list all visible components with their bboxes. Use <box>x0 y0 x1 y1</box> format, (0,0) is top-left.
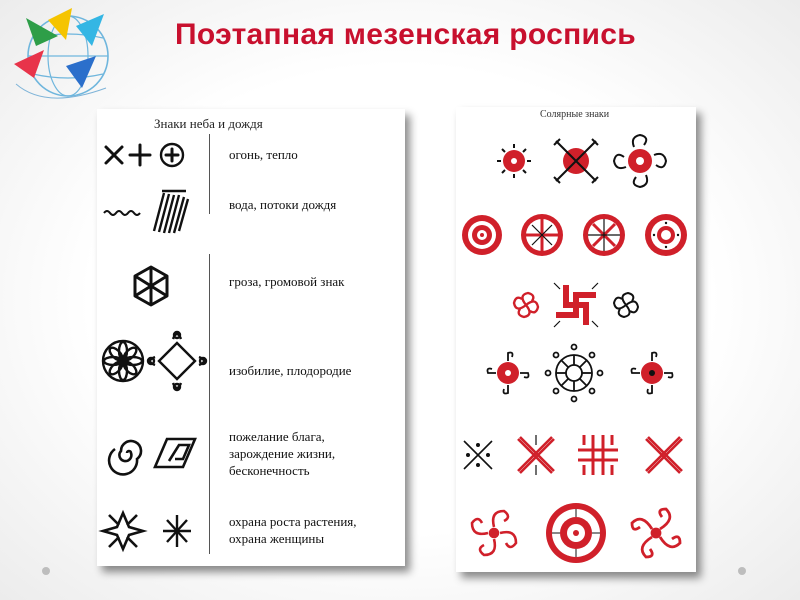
swirl-sun-icon <box>614 135 666 187</box>
dotted-x-icon <box>464 441 492 469</box>
row-label: вода, потоки дождя <box>229 197 337 212</box>
curl-sun-icon <box>632 353 673 394</box>
solar-signs-grid <box>456 119 696 569</box>
lattice-x-icon <box>518 435 554 475</box>
plant-protection-symbols <box>101 507 201 555</box>
row-label: изобилие, плодородие <box>229 363 352 378</box>
fire-warmth-symbols <box>102 141 194 169</box>
good-wish-symbols <box>107 431 205 475</box>
crossed-sun-icon <box>554 139 598 183</box>
cross-circle-icon <box>521 214 563 256</box>
globe-logo-icon <box>6 6 124 106</box>
page-title: Поэтапная мезенская роспись <box>175 18 636 51</box>
four-curl-icon <box>632 509 680 557</box>
slide-dot <box>738 567 746 575</box>
row-label: огонь, тепло <box>229 147 298 162</box>
lattice-cross-icon <box>578 435 618 475</box>
water-rain-symbols <box>102 187 194 237</box>
wheel-icon <box>546 345 603 402</box>
hexagon-thunder-sign-icon <box>131 264 171 308</box>
slide-dot <box>42 567 50 575</box>
row-label: охрана роста растения, охрана женщины <box>229 514 357 546</box>
sky-rain-signs-panel <box>97 109 405 566</box>
snowflake-circle-icon <box>583 214 625 256</box>
solar-signs-panel <box>456 107 696 572</box>
curl-sun-icon <box>488 353 529 394</box>
small-swirl-icon <box>614 293 638 317</box>
panel-heading: Знаки неба и дождя <box>154 116 263 131</box>
swirl-rosette-icon <box>472 511 516 555</box>
swastika-square-icon <box>554 283 598 327</box>
rayed-sun-icon <box>497 144 531 178</box>
small-swirl-icon <box>514 293 538 317</box>
dotted-ring-icon <box>645 214 687 256</box>
panel-heading: Солярные знаки <box>540 109 610 120</box>
target-circle-icon <box>462 215 502 255</box>
big-wheel-icon <box>546 503 606 563</box>
abundance-fertility-symbols <box>101 329 209 391</box>
lattice-x-icon <box>646 437 682 473</box>
divider <box>209 134 210 214</box>
row-label: пожелание блага, зарождение жизни, бесконечность <box>229 429 336 478</box>
row-label: гроза, громовой знак <box>229 274 345 289</box>
divider <box>209 254 210 554</box>
